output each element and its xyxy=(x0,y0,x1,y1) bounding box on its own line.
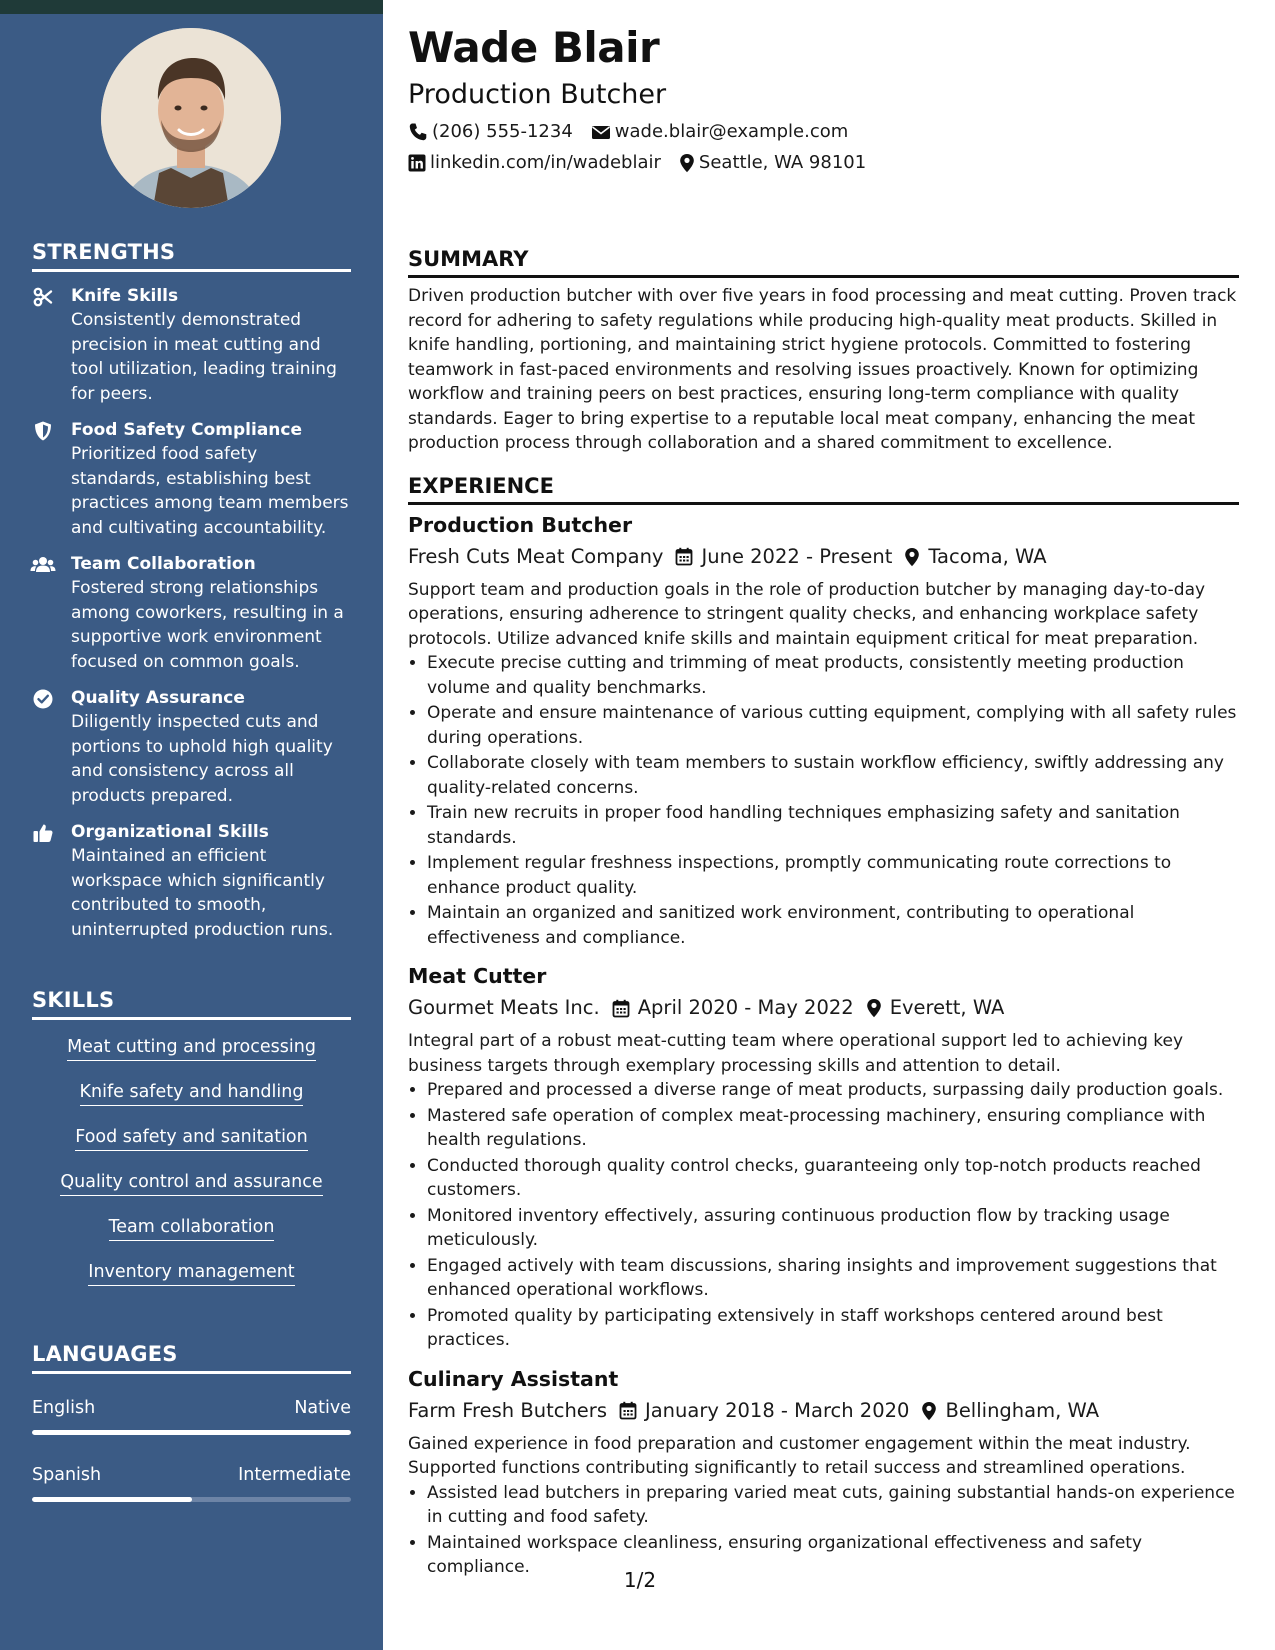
skill-tag: Knife safety and handling xyxy=(80,1079,304,1106)
job-dates xyxy=(675,542,892,572)
job-company: Gourmet Meats Inc. xyxy=(408,996,600,1019)
candidate-title: Production Butcher xyxy=(408,79,667,110)
phone-icon xyxy=(408,122,428,142)
job-description: Integral part of a robust meat-cutting team where operational support led to achieving key business targets through exemplary processing skills and attention to detail. xyxy=(408,1031,1184,1076)
strength-description: Prioritized food safety standards, establishing best practices among team members and cultivating accountability. xyxy=(71,444,349,538)
job-location xyxy=(904,542,1046,572)
job-bullet: • Monitored inventory effectively, assuring continuous production flow by tracking usage meticulously. xyxy=(427,1204,1239,1253)
strength-title: Food Safety Compliance xyxy=(71,420,303,440)
job-meta xyxy=(408,1396,1239,1426)
job-dates-text: April 2020 - May 2022 xyxy=(637,996,854,1019)
job-location xyxy=(921,1396,1099,1426)
job-title: Meat Cutter xyxy=(408,964,547,988)
job-location xyxy=(866,993,1005,1023)
map-pin-icon xyxy=(921,1401,937,1421)
job-entry xyxy=(408,962,1239,1353)
job-bullet: • Conducted thorough quality control checks, guaranteeing only top-notch products reached customers. xyxy=(427,1154,1239,1203)
shield-icon xyxy=(32,420,54,442)
job-title: Culinary Assistant xyxy=(408,1366,619,1391)
strength-description: Diligently inspected cuts and portions to uphold high quality and consistency across all products prepared. xyxy=(71,712,333,806)
job-bullet: • Prepared and processed a diverse range of meat products, surpassing daily production goals. xyxy=(427,1078,1239,1103)
skill-tag: Team collaboration xyxy=(109,1214,275,1241)
strength-item xyxy=(32,552,351,674)
skills-heading: SKILLS xyxy=(32,988,351,1020)
contact-phone xyxy=(408,121,573,142)
job-bullet: • Maintained workspace cleanliness, ensuring organizational effectiveness and safety compliance. xyxy=(427,1531,1239,1580)
job-bullet: • Maintain an organized and sanitized work environment, contributing to operational effectiveness and compliance. xyxy=(427,901,1239,950)
experience-heading: EXPERIENCE xyxy=(408,474,1239,505)
skills-list xyxy=(32,1034,351,1304)
strength-title: Quality Assurance xyxy=(71,688,245,708)
email-text: wade.blair@example.com xyxy=(614,121,849,142)
job-bullet: • Engaged actively with team discussions, sharing insights and improvement suggestions that enhanced operational workflows. xyxy=(427,1254,1239,1303)
job-bullet: • Assisted lead butchers in preparing varied meat cuts, gaining substantial hands-on experience in cutting and food safety. xyxy=(427,1481,1239,1530)
avatar xyxy=(101,28,281,208)
language-proficiency-fill xyxy=(32,1430,351,1435)
job-company: Farm Fresh Butchers xyxy=(408,1398,607,1422)
sidebar xyxy=(0,0,383,1650)
strength-item xyxy=(32,820,351,942)
language-row xyxy=(32,1398,351,1418)
linkedin-text: linkedin.com/in/wadeblair xyxy=(430,152,661,173)
linkedin-icon xyxy=(408,154,426,172)
language-proficiency-bar xyxy=(32,1497,351,1502)
envelope-icon xyxy=(591,124,611,140)
job-bullet: • Collaborate closely with team members to sustain workflow efficiency, swiftly addressing any quality-related concerns. xyxy=(427,751,1239,800)
strength-title: Knife Skills xyxy=(71,286,179,306)
job-meta xyxy=(408,993,1239,1023)
main-content xyxy=(408,18,1239,1581)
experience-section xyxy=(408,474,1239,1580)
summary-section xyxy=(408,247,1239,456)
job-bullet: • Implement regular freshness inspections, promptly communicating route corrections to enhance product quality. xyxy=(427,851,1239,900)
calendar-icon xyxy=(612,999,630,1018)
job-bullets xyxy=(408,651,1239,950)
skill-tag: Meat cutting and processing xyxy=(67,1034,316,1061)
sidebar-top-bar xyxy=(0,0,383,14)
strengths-heading: STRENGTHS xyxy=(32,240,351,272)
job-location-text: Tacoma, WA xyxy=(928,544,1047,568)
job-bullets xyxy=(408,1481,1239,1580)
contact-row xyxy=(408,149,1239,176)
job-dates-text: January 2018 - March 2020 xyxy=(644,1398,910,1422)
strengths-section xyxy=(32,240,351,942)
job-description: Gained experience in food preparation and customer engagement within the meat industry. Supported functions contributing significantly to retail success and streamlined operations. xyxy=(408,1433,1191,1478)
job-bullet: • Promoted quality by participating extensively in staff workshops centered around best practices. xyxy=(427,1304,1239,1353)
strength-item xyxy=(32,418,351,540)
scissors-icon xyxy=(32,286,54,308)
skill-tag: Inventory management xyxy=(88,1259,294,1286)
strength-item xyxy=(32,284,351,406)
map-pin-icon xyxy=(904,547,920,567)
job-bullets xyxy=(408,1078,1239,1353)
strength-description: Fostered strong relationships among coworkers, resulting in a supportive work environment focused on common goals. xyxy=(71,578,344,672)
languages-heading: LANGUAGES xyxy=(32,1342,351,1374)
skill-tag: Quality control and assurance xyxy=(60,1169,322,1196)
summary-heading: SUMMARY xyxy=(408,247,1239,278)
job-entry xyxy=(408,511,1239,951)
languages-section xyxy=(32,1342,351,1502)
job-bullet: • Mastered safe operation of complex meat-processing machinery, ensuring compliance with health regulations. xyxy=(427,1104,1239,1153)
strength-title: Team Collaboration xyxy=(71,554,256,574)
contact-linkedin xyxy=(408,152,661,173)
calendar-icon xyxy=(619,1401,637,1420)
job-meta xyxy=(408,542,1239,572)
phone-text: (206) 555-1234 xyxy=(432,121,573,142)
check-circle-icon xyxy=(32,688,54,710)
job-dates-text: June 2022 - Present xyxy=(701,544,893,568)
page-number: 1/2 xyxy=(623,1568,657,1592)
map-pin-icon xyxy=(679,153,695,173)
language-level: Native xyxy=(294,1398,351,1418)
language-level: Intermediate xyxy=(238,1465,351,1485)
strength-description: Maintained an efficient workspace which significantly contributed to smooth, uninterrupted production runs. xyxy=(71,846,334,940)
location-text: Seattle, WA 98101 xyxy=(698,152,867,173)
job-dates xyxy=(619,1396,909,1426)
strength-description: Consistently demonstrated precision in meat cutting and tool utilization, leading training for peers. xyxy=(71,310,337,404)
job-dates xyxy=(612,993,854,1023)
language-name: Spanish xyxy=(32,1465,102,1485)
job-description: Support team and production goals in the role of production butcher by managing day-to-day operations, ensuring adherence to stringent quality checks, and enhancing workplace safety protocols. Utilize advanced knife skills and maintain equipment critical for meat preparation. xyxy=(408,579,1206,649)
strength-title: Organizational Skills xyxy=(71,822,269,842)
job-entry xyxy=(408,1365,1239,1580)
strength-item xyxy=(32,686,351,808)
job-location-text: Everett, WA xyxy=(889,996,1005,1019)
summary-text: Driven production butcher with over five years in food processing and meat cutting. Proven track record for adhering to safety regulations while producing high-quality meat products. Skilled in knife handling, portioning, and maintaining strict hygiene protocols. Committed to fostering teamwork in fast-paced environments and resolving issues proactively. Known for optimizing workflow and training peers on best practices, ensuring long-term compliance with quality standards. Eager to bring expertise to a reputable local meat company, enhancing the meat production process through collaboration and a shared commitment to excellence. xyxy=(408,286,1237,453)
language-proficiency-fill xyxy=(32,1497,192,1502)
job-bullet: • Train new recruits in proper food handling techniques emphasizing safety and sanitation standards. xyxy=(427,801,1239,850)
contact-location xyxy=(679,152,866,173)
users-icon xyxy=(30,554,56,576)
thumbs-up-icon xyxy=(32,822,54,844)
skills-section xyxy=(32,988,351,1304)
avatar-portrait-icon xyxy=(101,28,281,208)
job-bullet: • Operate and ensure maintenance of various cutting equipment, complying with all safety rules during operations. xyxy=(427,701,1239,750)
calendar-icon xyxy=(675,547,693,566)
job-company: Fresh Cuts Meat Company xyxy=(408,544,664,568)
language-proficiency-bar xyxy=(32,1430,351,1435)
language-name: English xyxy=(32,1398,96,1418)
map-pin-icon xyxy=(866,998,882,1018)
skill-tag: Food safety and sanitation xyxy=(75,1124,307,1151)
job-bullet: • Execute precise cutting and trimming of meat products, consistently meeting production volume and quality benchmarks. xyxy=(427,651,1239,700)
contact-email xyxy=(591,121,848,142)
language-row xyxy=(32,1465,351,1485)
contact-row xyxy=(408,118,1239,145)
candidate-name: Wade Blair xyxy=(408,23,660,72)
job-location-text: Bellingham, WA xyxy=(945,1398,1100,1422)
job-title: Production Butcher xyxy=(408,512,633,537)
